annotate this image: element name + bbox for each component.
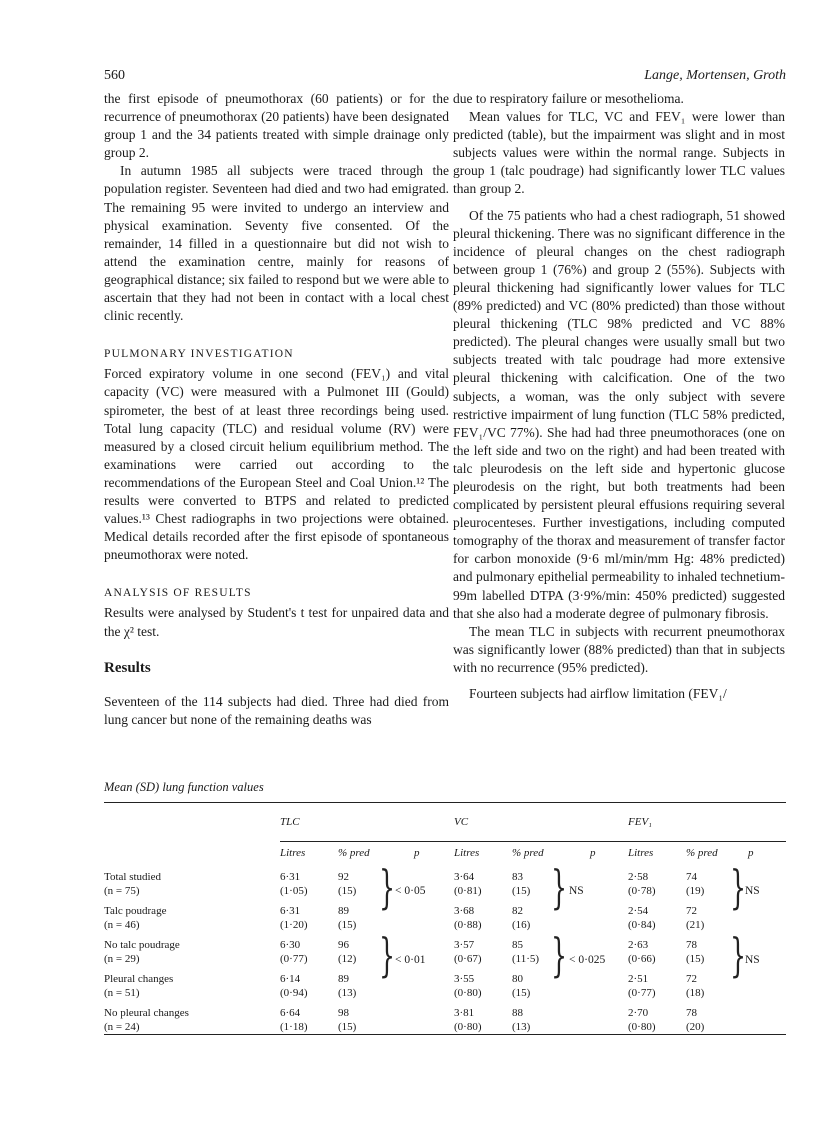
row-label: Pleural changes [104,973,174,985]
table-cell: 72 [686,905,697,917]
paragraph: the first episode of pneumothorax (60 patients) or for the recurrence of pneumothorax (20 patients) have been designated group 1 and the 34 patients treated with simple drainage only group 2. [104,91,449,161]
table-cell: 80 [512,973,523,985]
paragraph: due to respiratory failure or mesothelioma. [453,91,684,106]
lung-function-table [104,802,786,1035]
brace: } [730,860,747,914]
table-cell-empty [744,918,786,932]
table-cell-empty [570,932,628,952]
table-cell: (0·67) [454,953,482,965]
table-cell-empty [744,932,786,952]
table-cell: (0·80) [454,1020,512,1035]
table-cell: 89 [338,905,349,917]
table-cell-empty [394,966,454,986]
brace: } [379,928,396,982]
table-cell-empty [570,966,628,986]
table-cell: 3·81 [454,1007,475,1019]
table-cell-empty [570,870,628,884]
table-cell: 72 [686,973,697,985]
table-cell: 6·14 [280,973,301,985]
table-cell-empty [570,1020,628,1035]
table-row [104,986,786,1000]
pvalue-pleural-tlc: < 0·01 [395,954,426,966]
brace: } [551,928,568,982]
table-cell: (15) [512,987,531,999]
table-cell: (0·84) [628,919,656,931]
table-cell: (0·88) [454,919,482,931]
table-cell: (0·77) [280,953,308,965]
paragraph: In autumn 1985 all subjects were traced through the population register. Seventeen had died and two had emigrated. The remaining 95 were invited to undergo an interview and physical examination. Seventy five consented. Of the remainder, 14 filled in a questionnaire but did not wish to attend the examination centre, mainly for reasons of geographical distance; six failed to respond but we were able to ascertain that they had not been in contact with a local chest clinic recently. [104,163,449,324]
table-row [104,1020,786,1035]
pvalue-pleural-fev: NS [745,954,760,966]
row-n: (n = 51) [104,987,140,999]
paragraph: Fourteen subjects had airflow limitation (FEV₁/ [469,686,727,701]
table-cell: 83 [512,871,523,883]
table-cell: (1·18) [280,1020,338,1035]
row-n: (n = 29) [104,953,140,965]
table-cell-empty [394,898,454,918]
table-cell: (0·80) [628,1020,686,1035]
table-cell-empty [394,870,454,884]
table-row [104,898,786,918]
table-cell: 82 [512,905,523,917]
row-label: Total studied [104,871,161,883]
paragraph: The mean TLC in subjects with recurrent pneumothorax was significantly lower (88% predicted) than that in subjects with no recurrence (95% predicted). [453,623,785,675]
paragraph: Of the 75 patients who had a chest radiograph, 51 showed pleural thickening. There was no significant difference in the incidence of pleural changes on the chest radiograph between group 1 (76%) and group 2 (55%). Subjects with pleural thickening had significantly lower values for TLC (89% predicted) and VC (80% predicted) than those without pleural thickening (TLC 98% predicted and VC 88% predicted). The pleural changes were usually small but two subjects treated with talc poudrage had more extensive pleural thickening with calcification. One of the two subjects, a woman, was the only subject with severe restrictive impairment of lung function (TLC 58% predicted, FEV₁/VC 77%). She had had three pneumothoraces (one on the left side and two on the right) and had been treated with talc pleurodesis on the left side and hypertonic glucose pleurodesis on the right, but both treatments had been complicated by persistent pleural effusions requiring several pleurocenteses. Further investigations, including computed tomography of the thorax and measurement of transfer factor for carbon monoxide (9·6 ml/min/mm Hg: 48% predicted) and pulmonary epithelial permeability to inhaled technetium-99m labelled DTPA (3·9%/min: 450% predicted) suggested that she also had a moderate degree of pulmonary fibrosis. [453,207,785,621]
table-cell-empty [744,1020,786,1035]
table-cell: (0·77) [628,987,656,999]
table-cell: (15) [512,885,531,897]
table-cell: (0·81) [454,885,482,897]
table-row [104,1000,786,1020]
table-cell: 78 [686,1007,697,1019]
table-cell: 2·51 [628,973,649,985]
table-row [104,870,786,884]
subheader-litres: Litres [454,842,512,871]
table-cell-empty [570,918,628,932]
group-header-vc: VC [454,816,469,828]
paragraph: Forced expiratory volume in one second (FEV₁) and vital capacity (VC) were measured with a Pulmonet III (Gould) spirometer, the best of at least three recordings being used. Total lung capacity (TLC) and residual volume (RV) were measured by a closed circuit helium equilibrium method. The examinations were carried out according to the recommendations of the European Steel and Coal Union.¹² The results were converted to BTPS and related to predicted values.¹³ Chest radiographs in two projections were obtained. Medical details recorded after the first episode of spontaneous pneumothorax were noted. [104,366,449,563]
table-cell: (1·20) [280,919,308,931]
table-cell: 6·30 [280,939,301,951]
table-cell: 3·64 [454,871,475,883]
table-cell: (0·78) [628,885,656,897]
subheader-pred: % pred [512,842,570,871]
table-cell: (19) [686,885,705,897]
row-label: Talc poudrage [104,905,167,917]
table-cell: (20) [686,1020,744,1035]
brace: } [730,928,747,982]
table-cell: 88 [512,1007,523,1019]
table-cell-empty [744,1000,786,1020]
pvalue-pleural-vc: < 0·025 [569,954,606,966]
right-column [453,90,785,703]
paragraph: Mean values for TLC, VC and FEV₁ were lower than predicted (table), but the impairment was slight and in most subjects values were within the normal range. Subjects in group 1 (talc poudrage) had significantly lower TLC values than group 2. [453,109,785,197]
subheader-pred: % pred [338,842,394,871]
subheader-p: p [744,842,786,871]
table-cell: (11·5) [512,953,540,965]
table-cell: 3·57 [454,939,475,951]
subheader-litres: Litres [280,842,338,871]
row-n: (n = 75) [104,885,140,897]
table-cell: (16) [512,919,531,931]
paragraph: Results were analysed by Student's t test for unpaired data and the χ² test. [104,605,449,639]
group-header-fev1: FEV₁ [628,816,652,828]
table-cell: 3·68 [454,905,475,917]
table-cell-empty [394,1020,454,1035]
table-cell-empty [570,1000,628,1020]
table-cell-empty [394,986,454,1000]
brace: } [379,860,396,914]
row-n: (n = 24) [104,1020,280,1035]
table-cell: (15) [338,919,357,931]
table-cell: 2·63 [628,939,649,951]
results-heading: Results [104,659,151,676]
table-cell: (12) [338,953,357,965]
table-cell: (18) [686,987,705,999]
table-cell: 74 [686,871,697,883]
table-cell-empty [394,1000,454,1020]
table-cell: 78 [686,939,697,951]
table-cell: (15) [686,953,705,965]
table-cell: 85 [512,939,523,951]
table-cell: (13) [338,987,357,999]
table-cell-empty [394,918,454,932]
table-cell: 89 [338,973,349,985]
table-cell-empty [744,986,786,1000]
table-row [104,966,786,986]
group-header-tlc: TLC [280,816,300,828]
table-cell: (21) [686,919,705,931]
table-cell: 2·58 [628,871,649,883]
table-row [104,932,786,952]
table-cell: 6·31 [280,905,301,917]
table-cell: (15) [338,885,357,897]
table-cell: 92 [338,871,349,883]
table-cell-empty [570,986,628,1000]
left-column [104,90,449,729]
pvalue-talc-vc: NS [569,885,584,897]
table-cell: (1·05) [280,885,308,897]
table-row [104,952,786,966]
table-row [104,918,786,932]
table-cell-empty [744,870,786,884]
table-cell-empty [394,932,454,952]
section-heading-pulmonary: PULMONARY INVESTIGATION [104,348,294,361]
table-cell-empty [570,898,628,918]
table-cell-empty [744,966,786,986]
subheader-p: p [394,842,454,871]
subheader-p: p [570,842,628,871]
table-cell: 98 [338,1007,349,1019]
subheader-pred: % pred [686,842,744,871]
running-head-authors: Lange, Mortensen, Groth [644,68,786,83]
table-row [104,884,786,898]
row-label: No talc poudrage [104,939,180,951]
table-cell: (13) [512,1020,570,1035]
section-heading-analysis: ANALYSIS OF RESULTS [104,587,252,600]
pvalue-talc-tlc: < 0·05 [395,885,426,897]
table-cell: 2·70 [628,1007,649,1019]
row-n: (n = 46) [104,919,140,931]
paragraph: Seventeen of the 114 subjects had died. Three had died from lung cancer but none of the remaining deaths was [104,693,449,727]
row-label: No pleural changes [104,1007,189,1019]
table-cell: 3·55 [454,973,475,985]
table-cell: 6·31 [280,871,301,883]
page-number: 560 [104,68,125,83]
table-cell: 2·54 [628,905,649,917]
table-cell: (0·66) [628,953,656,965]
table-cell: 96 [338,939,349,951]
table-cell: (0·80) [454,987,482,999]
brace: } [551,860,568,914]
table-cell: (15) [338,1020,394,1035]
table-cell-empty [744,898,786,918]
table-cell: (0·94) [280,987,308,999]
pvalue-talc-fev: NS [745,885,760,897]
subheader-litres: Litres [628,842,686,871]
table-caption: Mean (SD) lung function values [104,780,264,794]
table-cell: 6·64 [280,1007,301,1019]
